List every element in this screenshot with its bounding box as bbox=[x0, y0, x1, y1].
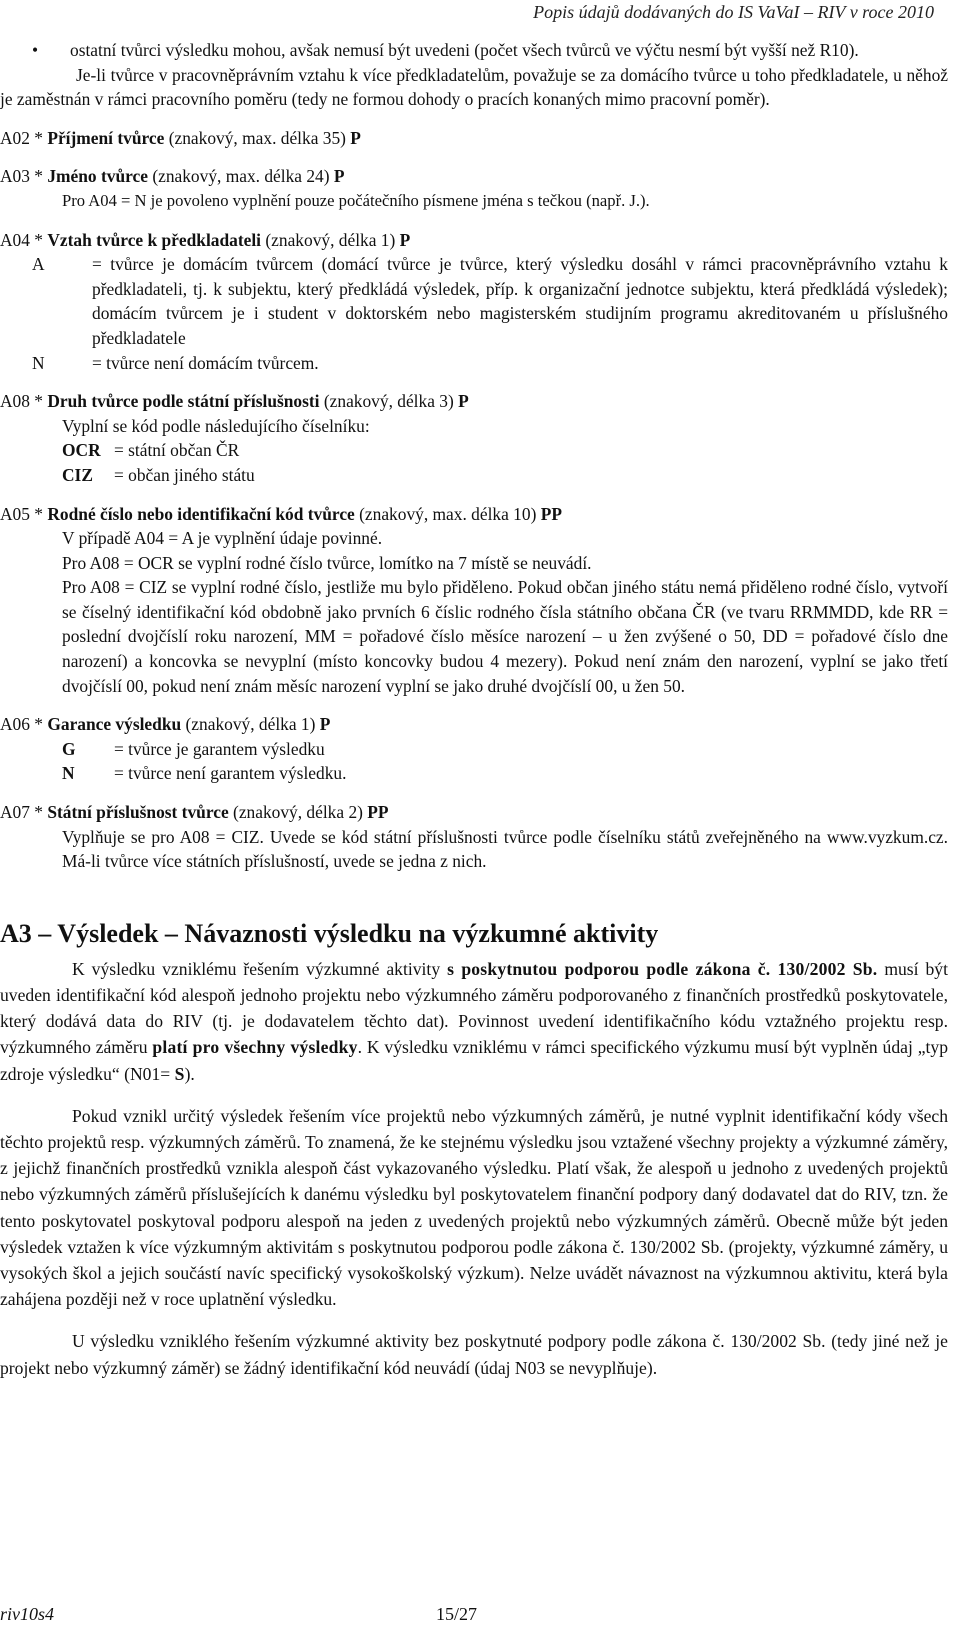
field-a07-note: Vyplňuje se pro A08 = CIZ. Uvede se kód státní příslušnosti tvůrce podle číselníku států zveřejněného na www.vyzkum.cz. Má-li tvůrce více státních příslušností, uvede se jedna z nich. bbox=[62, 826, 948, 872]
field-a02-name: Příjmení tvůrce bbox=[47, 127, 165, 148]
field-a07-heading: A07 * Státní příslušnost tvůrce (znakový, délka 2) PP bbox=[0, 802, 389, 823]
field-a07-name: Státní příslušnost tvůrce bbox=[47, 802, 229, 823]
field-a08-value: CIZ = občan jiného státu bbox=[62, 464, 255, 485]
field-a08-value: OCR = státní občan ČR bbox=[62, 440, 240, 461]
field-a07-required: PP bbox=[367, 802, 389, 823]
bullet-text: ostatní tvůrci výsledku mohou, avšak nemusí být uvedeni (počet všech tvůrců ve výčtu nesmí být vyšší než R10). bbox=[70, 40, 859, 60]
field-a04-name: Vztah tvůrce k předkladateli bbox=[47, 229, 262, 250]
section-paragraph: U výsledku vzniklého řešením výzkumné aktivity bez poskytnuté podpory podle zákona č. 130/2002 Sb. (tedy jiné než je projekt nebo výzkumný záměr) se žádný identifikační kód neuvádí (údaj N03 se nevyplňuje). bbox=[0, 1331, 948, 1378]
field-a08-required: P bbox=[458, 391, 469, 412]
field-a06-value: N = tvůrce není garantem výsledku. bbox=[62, 763, 347, 784]
footer-doc-id: riv10s4 bbox=[0, 1604, 54, 1624]
field-a06-value: G = tvůrce je garantem výsledku bbox=[62, 738, 325, 759]
field-a08-heading: A08 * Druh tvůrce podle státní příslušnosti (znakový, délka 3) P bbox=[0, 391, 469, 412]
field-a05-name: Rodné číslo nebo identifikační kód tvůrce bbox=[47, 503, 355, 524]
field-a06-heading: A06 * Garance výsledku (znakový, délka 1) P bbox=[0, 714, 331, 735]
field-a05-heading: A05 * Rodné číslo nebo identifikační kód tvůrce (znakový, max. délka 10) PP bbox=[0, 503, 562, 524]
field-a06-required: P bbox=[319, 714, 331, 735]
field-a04-required: P bbox=[399, 229, 411, 250]
field-a05-line: Pro A08 = CIZ se vyplní rodné číslo, jestliže mu bylo přiděleno. Pokud občan jiného státu nemá přiděleno rodné číslo, vytvoří se číselný identifikační kód obdobně jako prvních 6 číslic rodného čísla státního občana ČR (ve tvaru RRMMDD, kde RR = poslední dvojčíslí roku narození, MM = pořadové číslo měsíce narození – u žen zvýšené o 50, DD = pořadové číslo dne narození) a koncovka se nevyplní (místo koncovky budou 4 mezery). Pokud není znám den narození, vyplní se jako třetí dvojčíslí 00, pokud není znám měsíc narození vyplní se jako druhé dvojčíslí 00, u žen 50. bbox=[62, 577, 948, 696]
field-a08-note: Vyplní se kód podle následujícího číselníku: bbox=[62, 415, 370, 436]
field-a05-required: PP bbox=[540, 503, 562, 524]
field-a06-name: Garance výsledku bbox=[47, 714, 182, 735]
field-a02-heading: A02 * Příjmení tvůrce (znakový, max. délka 35) P bbox=[0, 127, 361, 148]
footer-page-number: 15/27 bbox=[436, 1604, 478, 1624]
field-a08-name: Druh tvůrce podle státní příslušnosti bbox=[47, 391, 320, 412]
field-a04-value: A = tvůrce je domácím tvůrcem (domácí tvůrce je tvůrce, který výsledku dosáhl v rámci pracovněprávního vztahu k předkladateli, tj. k subjektu, který předkládá výsledek, příp. k organizační jednotce subjektu, která předkládá výsledek); domácím tvůrcem je i student v doktorském nebo magisterském studijním programu akreditovaném u příslušného předkladatele bbox=[32, 254, 948, 348]
field-a04-value: N = tvůrce není domácím tvůrcem. bbox=[32, 352, 319, 373]
field-a03-required: P bbox=[333, 166, 345, 187]
bullet-icon: • bbox=[32, 40, 39, 60]
field-a04-heading: A04 * Vztah tvůrce k předkladateli (znakový, délka 1) P bbox=[0, 229, 411, 250]
field-a03-heading: A03 * Jméno tvůrce (znakový, max. délka 24) P bbox=[0, 166, 345, 187]
field-a03-name: Jméno tvůrce bbox=[47, 166, 148, 187]
document-body bbox=[0, 38, 948, 1381]
section-paragraph: K výsledku vzniklému řešením výzkumné aktivity s poskytnutou podporou podle zákona č. 130/2002 Sb. musí být uveden identifikační kód alespoň jednoho projektu nebo výzkumného záměru podporovaného z finančních prostředků poskytovatele, který dodává data do RIV (tj. je dodavatelem těchto dat). Povinnost uvedení identifikačního kódu vztažného projektu resp. výzkumného záměru platí pro všechny výsledky. K výsledku vzniklému v rámci specifického výzkumu musí být vyplněn údaj „typ zdroje výsledku“ (N01= S). bbox=[0, 958, 948, 1084]
section-paragraph: Pokud vznikl určitý výsledek řešením více projektů nebo výzkumných záměrů, je nutné vyplnit identifikační kódy všech těchto projektů resp. výzkumných záměrů. To znamená, že ke stejnému výsledku jsou vztažené všechny projekty a výzkumné záměry, z jejichž finančních prostředků vznikla alespoň část vykazovaného výsledku. Platí však, že alespoň u jednoho z uvedených projektů nebo výzkumných záměrů příslušejících k danému výsledku byl poskytovatelem finanční podpory daný dodavatel dat do RIV, tzn. že tento poskytovatel poskytoval podporu alespoň na jeden z uvedených projektů nebo výzkumných záměrů. Obecně může být jeden výsledek vztažen k více výzkumným aktivitám s poskytnutou podporou podle zákona č. 130/2002 Sb. (projekty, výzkumné záměry, u vysokých škol a jejich součástí navíc specifický vysokoškolský výzkum). Nelze uvádět návaznost na výzkumnou aktivitu, která byla zahájena později než v roce uplatnění výsledku. bbox=[0, 1105, 948, 1310]
field-a02-required: P bbox=[350, 127, 361, 148]
field-a05-line: V případě A04 = A je vyplnění údaje povinné. bbox=[62, 528, 383, 549]
bullet-item bbox=[0, 38, 948, 63]
field-a05-line: Pro A08 = OCR se vyplní rodné číslo tvůrce, lomítko na 7 místě se neuvádí. bbox=[62, 552, 592, 573]
running-header: Popis údajů dodávaných do IS VaVaI – RIV v roce 2010 bbox=[533, 2, 934, 22]
section-title: A3 – Výsledek – Návaznosti výsledku na výzkumné aktivity bbox=[0, 918, 659, 948]
field-a03-note: Pro A04 = N je povoleno vyplnění pouze počátečního písmene jména s tečkou (např. J.). bbox=[62, 190, 650, 210]
paragraph-domestic-creator: Je-li tvůrce v pracovněprávním vztahu k více předkladatelům, považuje se za domácího tvůrce u toho předkladatele, u něhož je zaměstnán v rámci pracovního poměru (tedy ne formou dohody o pracích konaných mimo pracovní poměr). bbox=[0, 64, 948, 110]
